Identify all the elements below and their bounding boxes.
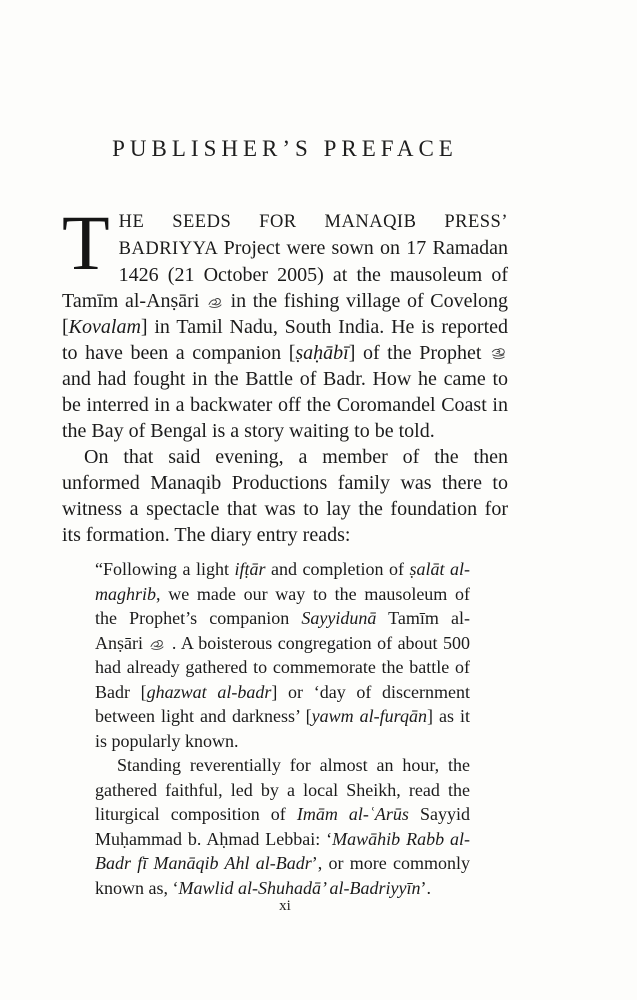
text-run: ghazwat al-badr — [146, 681, 272, 702]
text-run: Sayyidunā — [301, 608, 377, 628]
text-run: yawm al-furqān — [311, 706, 427, 726]
text-run: Project were sown on 17 Ramadan 1426 (21 October 2005) at the mausoleum of Tamīm al-Anṣāri — [62, 237, 509, 312]
text-run: ṣaḥābī — [295, 342, 349, 364]
text-run: Imām al-ʿArūs — [296, 804, 409, 824]
text-run: . A boisterous congregation of about 500 had already gathered to commemorate the battle of Badr [ — [95, 632, 470, 702]
page-title: PUBLISHER’S PREFACE — [112, 136, 458, 161]
text-run: Standing reverentially for almost an hour, the gathered faithful, led by a local Sheikh, read the liturgical composition of — [95, 755, 470, 824]
text-run: HE SEEDS FOR MANAQIB PRESS’ BADRIYYA — [118, 212, 508, 259]
text-run: “Following a light — [95, 559, 235, 579]
text-run: Mawāhib Rabb al-Badr fī Manāqib Ahl al-Badr — [95, 828, 470, 873]
text-run: and had fought in the Battle of Badr. How he came to be interred in a backwater off the Coromandel Coast in the Bay of Bengal is a story waiting to be told. — [62, 368, 508, 442]
text-run: On that said evening, a member of the then unformed Manaqib Productions family was there to witness a spectacle that was to lay the foundation for its formation. The diary entry reads: — [62, 446, 508, 546]
text-run: in the fishing village of Covelong [ — [62, 290, 509, 338]
diary-quote-paragraph-2 — [95, 753, 470, 900]
page-number: xi — [279, 898, 291, 914]
text-run: ] as it is popularly known. — [95, 706, 470, 751]
text-run: ] or ‘day of discernment between light and darkness’ [ — [95, 681, 471, 726]
text-run: , we made our way to the mausoleum of the Prophet’s companion — [95, 583, 470, 628]
text-run: Mawlid al-Shuhadā’ al-Badriyyīn — [178, 877, 421, 898]
text-run: Tamīm al-Anṣāri — [95, 608, 470, 653]
text-run: ’. — [420, 877, 431, 898]
diary-quote — [95, 557, 470, 900]
text-run: and completion of — [265, 559, 410, 579]
honorific-radiallahu-anhu-icon — [207, 296, 223, 309]
text-run: ’, or more commonly known as, ‘ — [95, 853, 470, 898]
honorific-radiallahu-anhu-icon — [149, 638, 165, 651]
text-run: ] in Tamil Nadu, South India. He is reported to have been a companion [ — [62, 316, 508, 364]
text-run: ifṭār — [234, 559, 266, 579]
honorific-sallallahu-alayhi-wasallam-icon — [490, 347, 507, 361]
text-run: Sayyid Muḥammad b. Aḥmad Lebbai: ‘ — [95, 804, 470, 849]
drop-cap: T — [62, 199, 110, 286]
text-body — [62, 199, 509, 548]
text-run: ] of the Prophet — [348, 342, 489, 364]
second-paragraph — [62, 444, 508, 548]
text-run: ṣalāt al-maghrib — [95, 559, 470, 604]
diary-quote-paragraph-1 — [95, 557, 470, 753]
opening-paragraph — [62, 199, 509, 444]
text-run: Kovalam — [68, 316, 141, 338]
